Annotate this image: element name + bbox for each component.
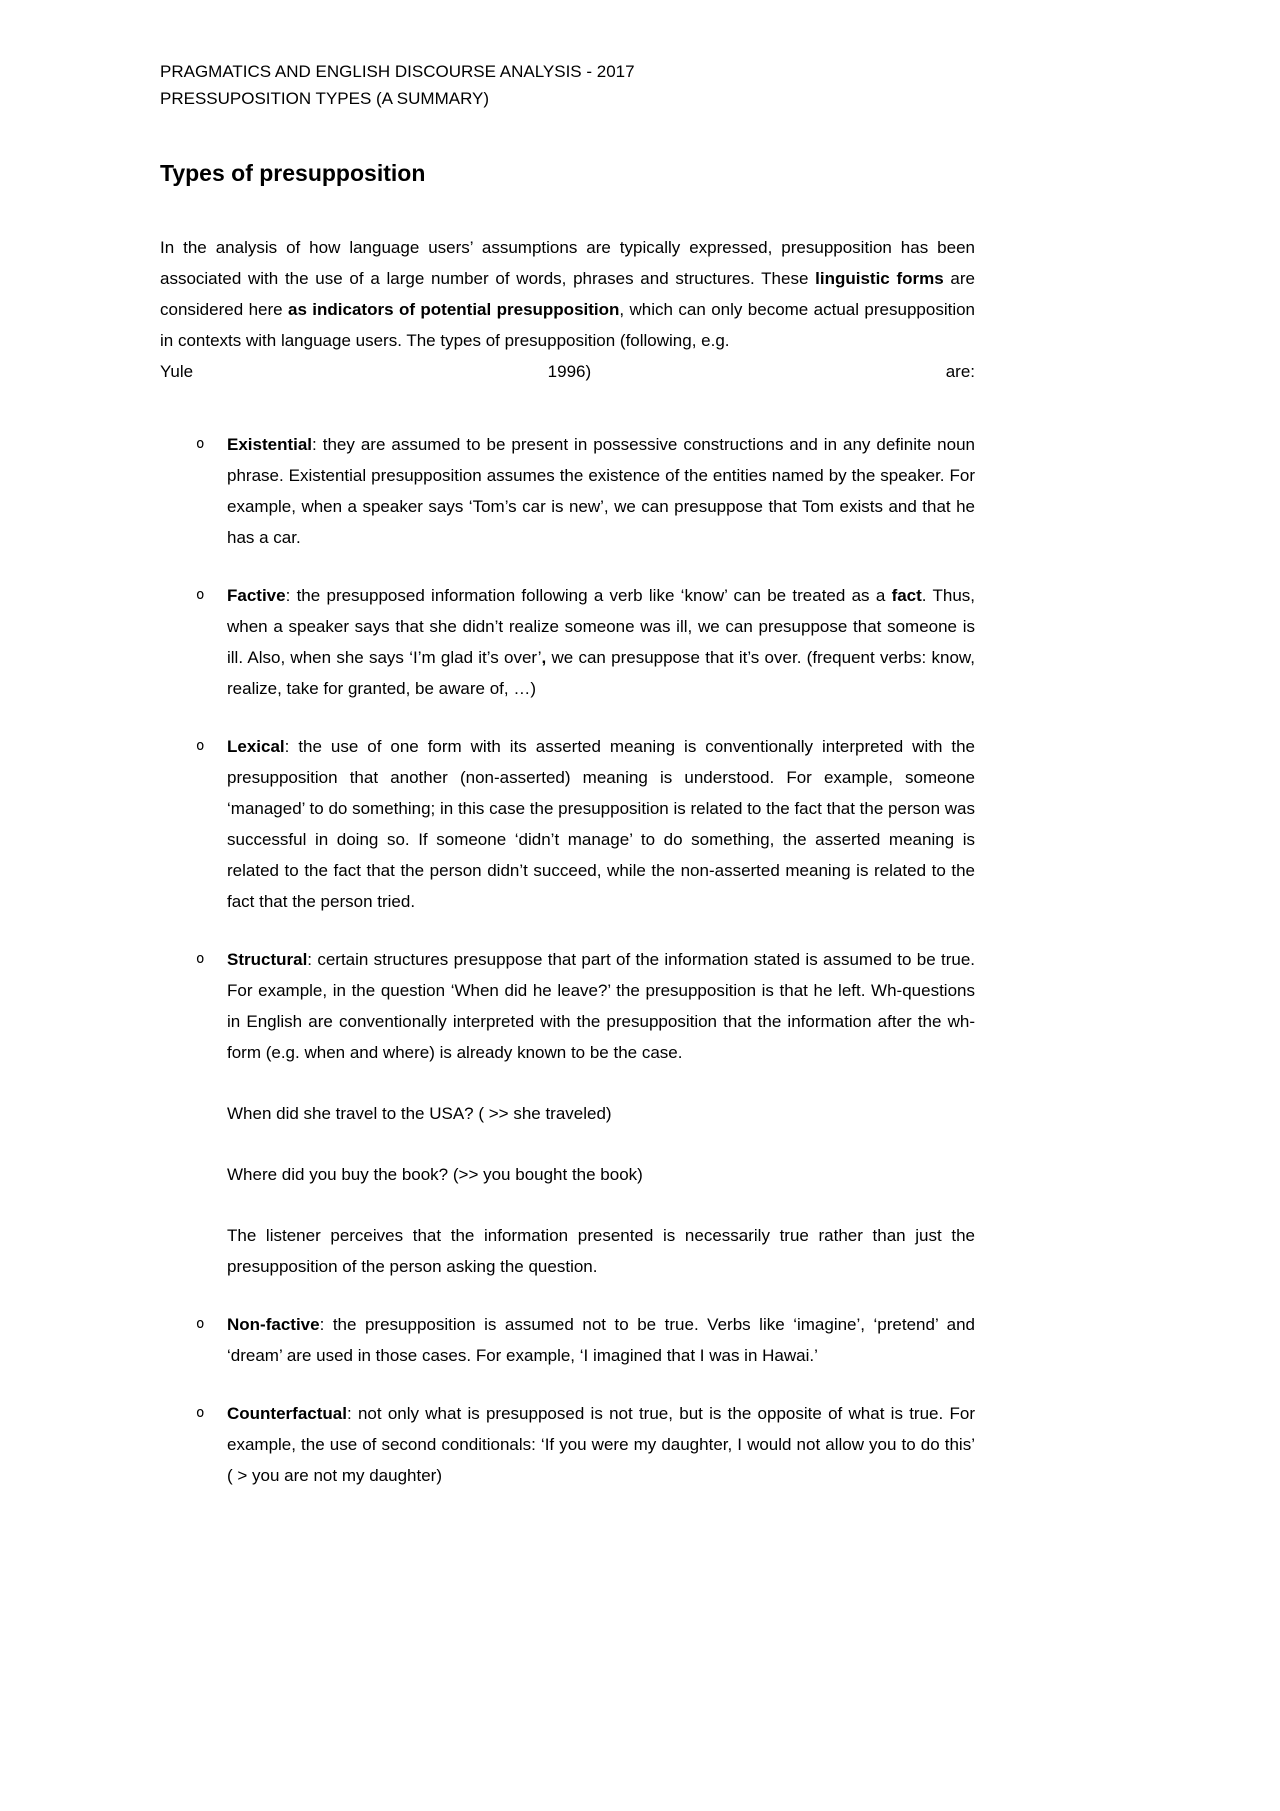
bold-text-run: Structural	[227, 950, 308, 969]
page-title: Types of presupposition	[160, 160, 426, 186]
intro-word-year: 1996)	[547, 362, 592, 381]
bold-text-run: ,	[541, 648, 547, 667]
bullet-marker: o	[196, 951, 205, 967]
bullet-item-counterfactual	[160, 1398, 975, 1491]
bullet-text-lexical	[227, 731, 975, 917]
bold-text-run: Non-factive	[227, 1315, 320, 1334]
text-run: : they are assumed to be present in possessive constructions and in any definite noun phrase. Existential presupposition assumes the existence of the entities named by the speaker. For example, when a speaker says ‘Tom’s car is new’, we can presuppose that Tom exists and that he has a car.	[227, 435, 975, 547]
bold-text-run: Counterfactual	[227, 1404, 347, 1423]
text-run: are considered here	[160, 269, 975, 319]
intro-last-line	[160, 356, 975, 387]
bullet-item-structural	[160, 944, 975, 1068]
structural-note: The listener perceives that the information presented is necessarily true rather than just the presupposition of the person asking the question.	[227, 1226, 975, 1276]
bullet-text-existential	[227, 429, 975, 553]
text-run: : the presupposition is assumed not to be true. Verbs like ‘imagine’, ‘pretend’ and ‘dream’ are used in those cases. For example, ‘I imagined that I was in Hawai.’	[227, 1315, 975, 1365]
intro-paragraph	[160, 232, 975, 356]
text-run: . Thus, when a speaker says that she didn’t realize someone was ill, we can presuppose that someone is ill. Also, when she says ‘I’m glad it’s over’	[227, 586, 975, 667]
bullet-item-existential	[160, 429, 975, 553]
bold-text-run: as indicators of potential presupposition	[288, 300, 620, 319]
bold-text-run: fact	[891, 586, 922, 605]
intro-word-are: are:	[945, 362, 975, 381]
text-run: , which can only become actual presupposition in contexts with language users. The types of presupposition (following, e.g.	[160, 300, 975, 350]
structural-example-1: When did she travel to the USA? ( >> she traveled)	[227, 1104, 612, 1123]
bullet-marker: o	[196, 1316, 205, 1332]
bold-text-run: linguistic forms	[815, 269, 944, 288]
bullet-list	[160, 429, 975, 1491]
bullet-marker: o	[196, 1405, 205, 1421]
text-run: : not only what is presupposed is not true, but is the opposite of what is true. For example, the use of second conditionals: ‘If you were my daughter, I would not allow you to do this’ ( > you are not my daughter)	[227, 1404, 975, 1485]
bullet-item-factive	[160, 580, 975, 704]
header-line-2: PRESSUPOSITION TYPES (A SUMMARY)	[160, 89, 490, 108]
bold-text-run: Existential	[227, 435, 313, 454]
intro-word-yule: Yule	[160, 362, 194, 381]
bullet-text-factive	[227, 580, 975, 704]
bold-text-run: Factive	[227, 586, 286, 605]
text-run: : the presupposed information following a verb like ‘know’ can be treated as a	[285, 586, 892, 605]
bullet-marker: o	[196, 436, 205, 452]
bullet-item-lexical	[160, 731, 975, 917]
header-line-1: PRAGMATICS AND ENGLISH DISCOURSE ANALYSIS - 2017	[160, 62, 635, 81]
bullet-marker: o	[196, 738, 205, 754]
bullet-text-counterfactual	[227, 1398, 975, 1491]
bold-text-run: Lexical	[227, 737, 285, 756]
document-header	[160, 58, 975, 112]
bullet-text-non-factive	[227, 1309, 975, 1371]
bullet-marker: o	[196, 587, 205, 603]
text-run: : the use of one form with its asserted meaning is conventionally interpreted with the presupposition that another (non-asserted) meaning is understood. For example, someone ‘managed’ to do something; in this case the presupposition is related to the fact that the person was successful in doing so. If someone ‘didn’t manage’ to do something, the asserted meaning is related to the fact that the person didn’t succeed, while the non-asserted meaning is related to the fact that the person tried.	[227, 737, 975, 911]
bullet-text-structural	[227, 944, 975, 1068]
bullet-item-non-factive	[160, 1309, 975, 1371]
text-run: In the analysis of how language users’ assumptions are typically expressed, presupposition has been associated with the use of a large number of words, phrases and structures. These	[160, 238, 975, 288]
text-run: we can presuppose that it’s over. (frequent verbs: know, realize, take for granted, be aware of, …)	[227, 648, 975, 698]
text-run: : certain structures presuppose that part of the information stated is assumed to be true. For example, in the question ‘When did he leave?’ the presupposition is that he left. Wh-questions in English are conventionally interpreted with the presupposition that the information after the wh-form (e.g. when and where) is already known to be the case.	[227, 950, 975, 1062]
structural-example-2: Where did you buy the book? (>> you bought the book)	[227, 1165, 643, 1184]
